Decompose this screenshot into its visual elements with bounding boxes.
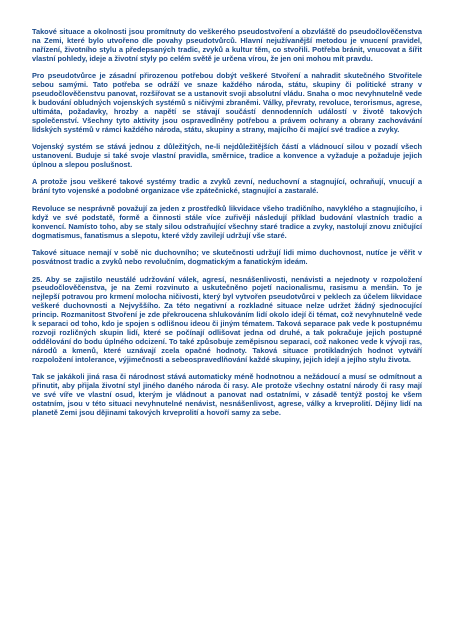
paragraph: Revoluce se nesprávně považují za jeden z prostředků likvidace všeho tradičního, navyklého a stagnujícího, i když ve své podstatě, formě a činnosti stále více zuřivěji následují příklad budování vlastních tradic a konvencí. Namísto toho, aby se staly silou odstraňující všechny staré tradice a zvyky, nastolují znovu zničující dogmatismus, fanatismus a slepotu, které vždy zavilejí udržují vše staré. — [32, 203, 422, 240]
paragraph: Vojenský systém se stává jednou z důležitých, ne-li nejdůležitějších částí a vládnoucí silou v pozadí všech ustanovení. Buduje si také svoje vlastní pravidla, směrnice, tradice a konvence a vyžaduje a požaduje jejich úplnou a slepou poslušnost. — [32, 142, 422, 169]
paragraph: 25. Aby se zajistilo neustálé udržování válek, agresí, nesnášenlivosti, nenávisti a nejednoty v rozpoložení pseudočlověčenstva, je na Zemi rozvinuto a uskutečněno pojetí nacionalismu, rasismu a menšin. To je nejlepší potravou pro krmení molocha ničivosti, který byl vytvořen pseudotvůrci v peklech za účelem likvidace veškeré duchovnosti a Nejvyššího. Za této negativní a rozkladné situace nelze udržet žádný sjednocující princip. Rozmanitost Stvoření je zde překroucena shlukováním lidí okolo idejí či témat, což nevyhnutelně vede k separaci od toho, kdo je spojen s odlišnou ideou či jiným tématem. Taková separace pak vede k postupnému rozvoji rozličných skupin lidí, které se počínají odlišovat jedna od druhé, a tak pokračuje jejich postupné oddělování do bodu úplného odcizení. To také způsobuje zeměpisnou separaci, což nakonec vede k vývoji ras, národů a kmenů, které uznávají zcela opačné hodnoty. Taková situace protikladných hodnot vytváří rozpoložení intolerance, výjimečnosti a sebeospravedlňování každé skupiny, jejich idejí a jejího stylu života. — [32, 274, 422, 364]
paragraph: Takové situace nemají v sobě nic duchovního; ve skutečnosti udržují lidi mimo duchovnost, nutíce je věřit v posvátnost tradic a zvyků nebo revolučním, dogmatickým a fanatickým ideám. — [32, 248, 422, 266]
document-page — [32, 28, 422, 426]
paragraph: Pro pseudotvůrce je zásadní přirozenou potřebou dobýt veškeré Stvoření a nahradit skutečného Stvořitele sebou samými. Tato potřeba se odráží ve snaze každého národa, státu, skupiny či politické strany v pseudočlověčenstvu panovat, rozšiřovat se a ustanovit svoji absolutní vládu. Snaha o moc nevyhnutelně vede k budování obludných vojenských systémů s ničivými zbraněmi. Války, převraty, revoluce, terorismus, agrese, ultimáta, požadavky, hrozby a napětí se stávají součástí dennodenních událostí v životě takových společenství. Všechny tyto aktivity jsou ospravedlněny potřebou a právem ochrany a obrany zachovávání lidských systémů v rámci každého národa, státu, skupiny a strany, majícího či mající své tradice a zvyky. — [32, 71, 422, 134]
paragraph: A protože jsou veškeré takové systémy tradic a zvyků zevní, neduchovní a stagnující, ochraňují, vnucují a brání tyto vojenské a podobné organizace vše zpátečnické, stagnující a zastaralé. — [32, 177, 422, 196]
paragraph: Tak se jakákoli jiná rasa či národnost stává automaticky méně hodnotnou a nežádoucí a musí se odmítnout a přinutit, aby přijala životní styl jiného daného národa či rasy. Ale protože všechny ostatní národy či rasy mají ve své víře ve vlastní osud, kterým je vládnout a panovat nad ostatními, v zásadě tentýž postoj ke všem ostatním, jsou v této situaci nevyhnutelné nenávist, nesnášenlivost, agrese, války a krveprolití. Dějiny lidí na planetě Zemi jsou dějinami takových krveprolití a hovoří samy za sebe. — [32, 372, 422, 417]
paragraph: Takové situace a okolnosti jsou promítnuty do veškerého pseudostvoření a obzvláště do pseudočlověčenstva na Zemi, které bylo utvořeno dle povahy pseudotvůrců. Hlavní nejužívanější metodou je vnucení pravidel, nařízení, životního stylu a předepsaných tradic, zvyků a kultur těm, co stvořili. Potřeba bránit, vnucovat a šířit vlastní pohledy, ideje a životní styly po celém světě je určena vírou, že jen oni mohou mít pravdu. — [32, 27, 422, 63]
